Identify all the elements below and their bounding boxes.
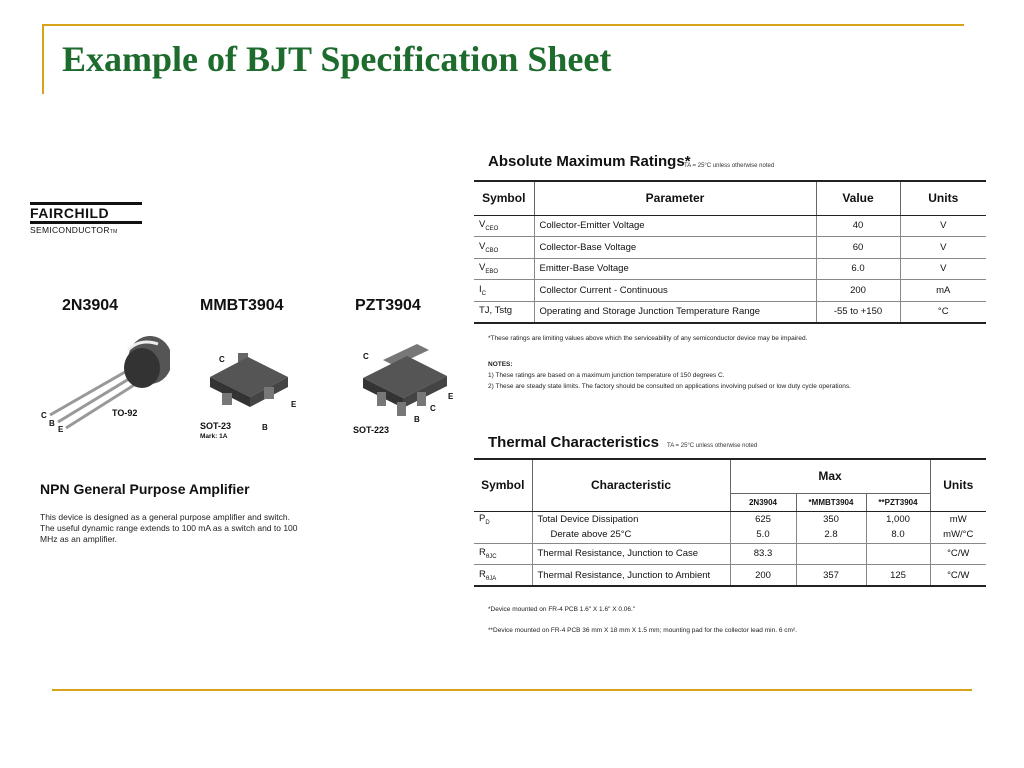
parameter-cell: Collector-Emitter Voltage xyxy=(534,215,816,237)
thermal-title: Thermal Characteristics xyxy=(488,434,659,451)
value-cell: 200 xyxy=(730,565,796,587)
value-cell: 125 xyxy=(866,565,930,587)
table-row xyxy=(474,543,986,565)
symbol-cell: $V_{CBO}$ xyxy=(474,237,534,259)
thermal-header-symbol: Symbol xyxy=(474,459,532,511)
parameter-cell: Emitter-Base Voltage xyxy=(534,258,816,280)
part-name-2n3904: 2N3904 xyxy=(62,297,119,314)
amplifier-title: NPN General Purpose Amplifier xyxy=(40,481,250,497)
abs-max-header-symbol: Symbol xyxy=(474,181,534,215)
sot23-label: SOT-23 xyxy=(200,421,232,431)
amplifier-description: This device is designed as a general purpose amplifier and switch. The useful dynamic range extends to 100 mA as a switch and to 100 MHz as an amplifier. xyxy=(40,512,298,544)
sot23-pin-b: B xyxy=(262,423,268,432)
table-row xyxy=(474,527,986,543)
symbol-cell: $I_C$ xyxy=(474,280,534,302)
notes-title: NOTES: xyxy=(488,361,513,368)
units-cell: V xyxy=(900,258,986,280)
fairchild-logo xyxy=(30,202,142,238)
parameter-cell: Collector Current - Continuous xyxy=(534,280,816,302)
sot223-pin-b: B xyxy=(414,415,420,424)
thermal-subheader-mmbt3904: *MMBT3904 xyxy=(796,493,866,511)
value-cell: 8.0 xyxy=(866,527,930,543)
units-cell: V xyxy=(900,237,986,259)
to92-label: TO-92 xyxy=(112,408,138,418)
value-cell: 350 xyxy=(796,511,866,527)
table-row xyxy=(474,258,986,280)
to92-pin-b: B xyxy=(49,419,55,428)
value-cell: 357 xyxy=(796,565,866,587)
sot223-pin-c: C xyxy=(430,404,436,413)
value-cell xyxy=(866,543,930,565)
thermal-footnote-2: **Device mounted on FR-4 PCB 36 mm X 18 mm X 1.5 mm; mounting pad for the collector lead min. 6 cm². xyxy=(488,627,797,634)
abs-max-header-row xyxy=(474,181,986,215)
symbol-cell xyxy=(474,527,532,543)
value-cell: 200 xyxy=(816,280,900,302)
units-cell: mA xyxy=(900,280,986,302)
table-row xyxy=(474,511,986,527)
abs-max-header-value: Value xyxy=(816,181,900,215)
part-name-pzt3904: PZT3904 xyxy=(355,297,421,314)
to92-pin-c: C xyxy=(41,411,47,420)
units-cell: °C/W xyxy=(930,543,986,565)
units-cell: °C xyxy=(900,301,986,323)
units-cell: °C/W xyxy=(930,565,986,587)
symbol-cell: $V_{EBO}$ xyxy=(474,258,534,280)
characteristic-cell: Thermal Resistance, Junction to Ambient xyxy=(532,565,730,587)
parameter-cell: Collector-Base Voltage xyxy=(534,237,816,259)
thermal-condition: TA = 25°C unless otherwise noted xyxy=(667,443,758,449)
value-cell: 6.0 xyxy=(816,258,900,280)
abs-max-table xyxy=(474,180,986,324)
abs-max-footnote: *These ratings are limiting values above which the serviceability of any semiconductor device may be impaired. xyxy=(488,335,808,342)
value-cell xyxy=(796,543,866,565)
sot23-mark: Mark: 1A xyxy=(200,433,228,440)
frame-bottom-line xyxy=(52,689,972,691)
abs-max-header-parameter: Parameter xyxy=(534,181,816,215)
characteristic-cell: Thermal Resistance, Junction to Case xyxy=(532,543,730,565)
thermal-subheader-pzt3904: **PZT3904 xyxy=(866,493,930,511)
value-cell: 2.8 xyxy=(796,527,866,543)
abs-max-condition: TA = 25°C unless otherwise noted xyxy=(684,163,775,169)
note-1: 1) These ratings are based on a maximum junction temperature of 150 degrees C. xyxy=(488,372,725,379)
table-row xyxy=(474,237,986,259)
logo-bar-bottom xyxy=(30,221,142,224)
value-cell: 1,000 xyxy=(866,511,930,527)
value-cell: 625 xyxy=(730,511,796,527)
to92-package-icon xyxy=(40,330,170,435)
table-row xyxy=(474,565,986,587)
symbol-cell: $R_{\theta JC}$ xyxy=(474,543,532,565)
frame-top-line xyxy=(42,24,964,26)
symbol-cell: $V_{CEO}$ xyxy=(474,215,534,237)
thermal-header-characteristic: Characteristic xyxy=(532,459,730,511)
units-cell: mW xyxy=(949,513,967,525)
value-cell: 60 xyxy=(816,237,900,259)
symbol-cell: TJ, Tstg xyxy=(474,301,534,323)
thermal-header-units: Units xyxy=(930,459,986,511)
characteristic-cell: Total Device Dissipation xyxy=(532,511,730,527)
sot23-pin-c: C xyxy=(219,355,225,364)
value-cell: -55 to +150 xyxy=(816,301,900,323)
sot223-pin-c-top: C xyxy=(363,352,369,361)
to92-pin-e: E xyxy=(58,425,64,434)
sot223-label: SOT-223 xyxy=(353,425,390,435)
units-cell: V xyxy=(900,215,986,237)
thermal-table xyxy=(474,458,986,587)
units-cell: mW/°C xyxy=(930,527,986,543)
sot223-package-icon xyxy=(355,340,455,430)
logo-subtitle: SEMICONDUCTORTM xyxy=(30,225,118,235)
abs-max-header-units: Units xyxy=(900,181,986,215)
thermal-header-max: Max xyxy=(730,459,930,493)
thermal-footnote-1: *Device mounted on FR-4 PCB 1.6" X 1.6" X 0.06." xyxy=(488,606,636,613)
characteristic-cell: Derate above 25°C xyxy=(532,527,730,543)
symbol-cell: $R_{\theta JA}$ xyxy=(474,565,532,587)
sot223-pin-e: E xyxy=(448,392,454,401)
parameter-cell: Operating and Storage Junction Temperature Range xyxy=(534,301,816,323)
value-cell: 83.3 xyxy=(730,543,796,565)
value-cell: 40 xyxy=(816,215,900,237)
thermal-header-row xyxy=(474,459,986,493)
table-row xyxy=(474,215,986,237)
sot23-pin-e: E xyxy=(291,400,297,409)
symbol-cell: $P_D$ xyxy=(474,511,532,527)
part-name-mmbt3904: MMBT3904 xyxy=(200,297,284,314)
table-row xyxy=(474,280,986,302)
table-row xyxy=(474,301,986,323)
logo-name: FAIRCHILD xyxy=(30,205,110,221)
value-cell: 5.0 xyxy=(730,527,796,543)
frame-left-line xyxy=(42,24,44,94)
sot23-package-icon xyxy=(200,345,300,425)
abs-max-title: Absolute Maximum Ratings* xyxy=(488,153,691,170)
note-2: 2) These are steady state limits. The factory should be consulted on applications involving pulsed or low duty cycle operations. xyxy=(488,383,851,390)
slide-title: Example of BJT Specification Sheet xyxy=(62,39,612,79)
thermal-subheader-2n3904: 2N3904 xyxy=(730,493,796,511)
